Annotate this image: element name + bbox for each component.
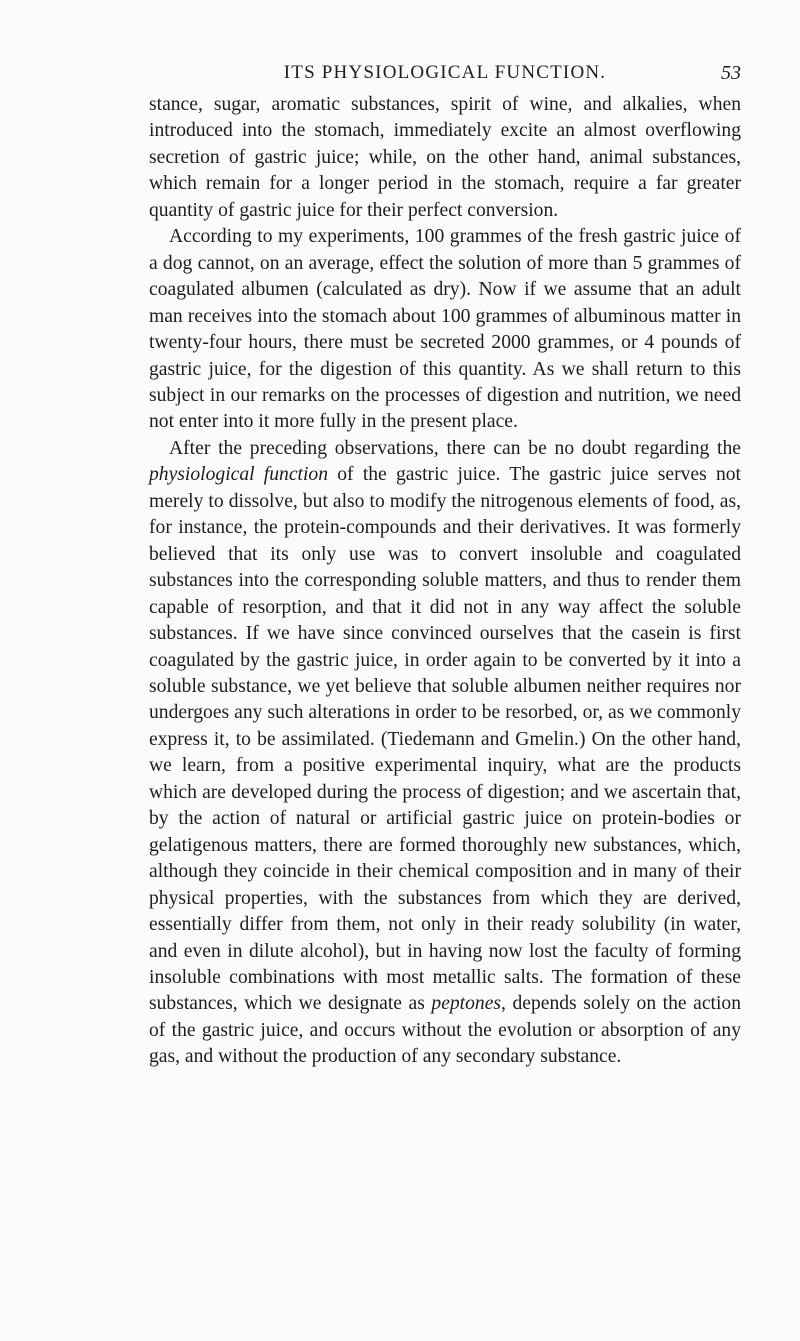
running-head <box>149 62 741 90</box>
paragraph-text: of the gastric juice. The gastric juice serves not merely to dissolve, but also to modify the nitrogenous elements of food, as, for instance, the protein-compounds and their derivatives. It was formerly believed that its only use was to convert insoluble and coagulated substances into the corresponding soluble matters, and thus to render them capable of resorption, and that it did not in any way affect the soluble substances. If we have since convinced ourselves that the casein is first coagulated by the gastric juice, in order again to be converted by it into a soluble substance, we yet believe that soluble albumen neither requires nor undergoes any such alterations in order to be resorbed, or, as we commonly express it, to be assimilated. (Tiedemann and Gmelin.) On the other hand, we learn, from a positive experimental inquiry, what are the products which are developed during the process of digestion; and we ascertain that, by the action of natural or artificial gastric juice on protein-bodies or gelatigenous matters, there are formed thoroughly new substances, which, although they coincide in their chemical composition and in many of their physical properties, with the substances from which they are derived, essentially differ from them, not only in their ready solubility (in water, and even in dilute alcohol), but in having now lost the faculty of forming insoluble combinations with most metallic salts. The formation of these substances, which we designate as <box>149 464 741 1015</box>
emphasis-physiological-function: physiological function <box>149 464 329 486</box>
emphasis-peptones: peptones <box>431 993 502 1015</box>
paragraph-physiological-function <box>149 436 741 1071</box>
paragraph-text: After the preceding observations, there can be no doubt regarding the <box>169 437 741 459</box>
paragraph-continuation: stance, sugar, aromatic substances, spirit of wine, and alkalies, when introduced into the stomach, immediately excite an almost overflowing secretion of gastric juice; while, on the other hand, animal substances, which remain for a longer period in the stomach, require a far greater quantity of gastric juice for their perfect conversion. <box>149 94 741 221</box>
paragraph-text: , depends solely on the action of the gastric juice, and occurs without the evolution or absorption of any gas, and without the production of any secondary substance. <box>149 993 741 1068</box>
running-title: ITS PHYSIOLOGICAL FUNCTION. <box>283 62 607 83</box>
page-number: 53 <box>721 62 741 84</box>
body-text <box>149 92 741 1071</box>
paragraph-experiments: According to my experiments, 100 grammes of the fresh gastric juice of a dog cannot, on an average, effect the solution of more than 5 grammes of coagulated albumen (calculated as dry). Now if we assume that an adult man receives into the stomach about 100 grammes of albuminous matter in twenty-four hours, there must be secreted 2000 grammes, or 4 pounds of gastric juice, for the digestion of this quantity. As we shall return to this subject in our remarks on the processes of digestion and nutrition, we need not enter into it more fully in the present place. <box>149 226 741 433</box>
